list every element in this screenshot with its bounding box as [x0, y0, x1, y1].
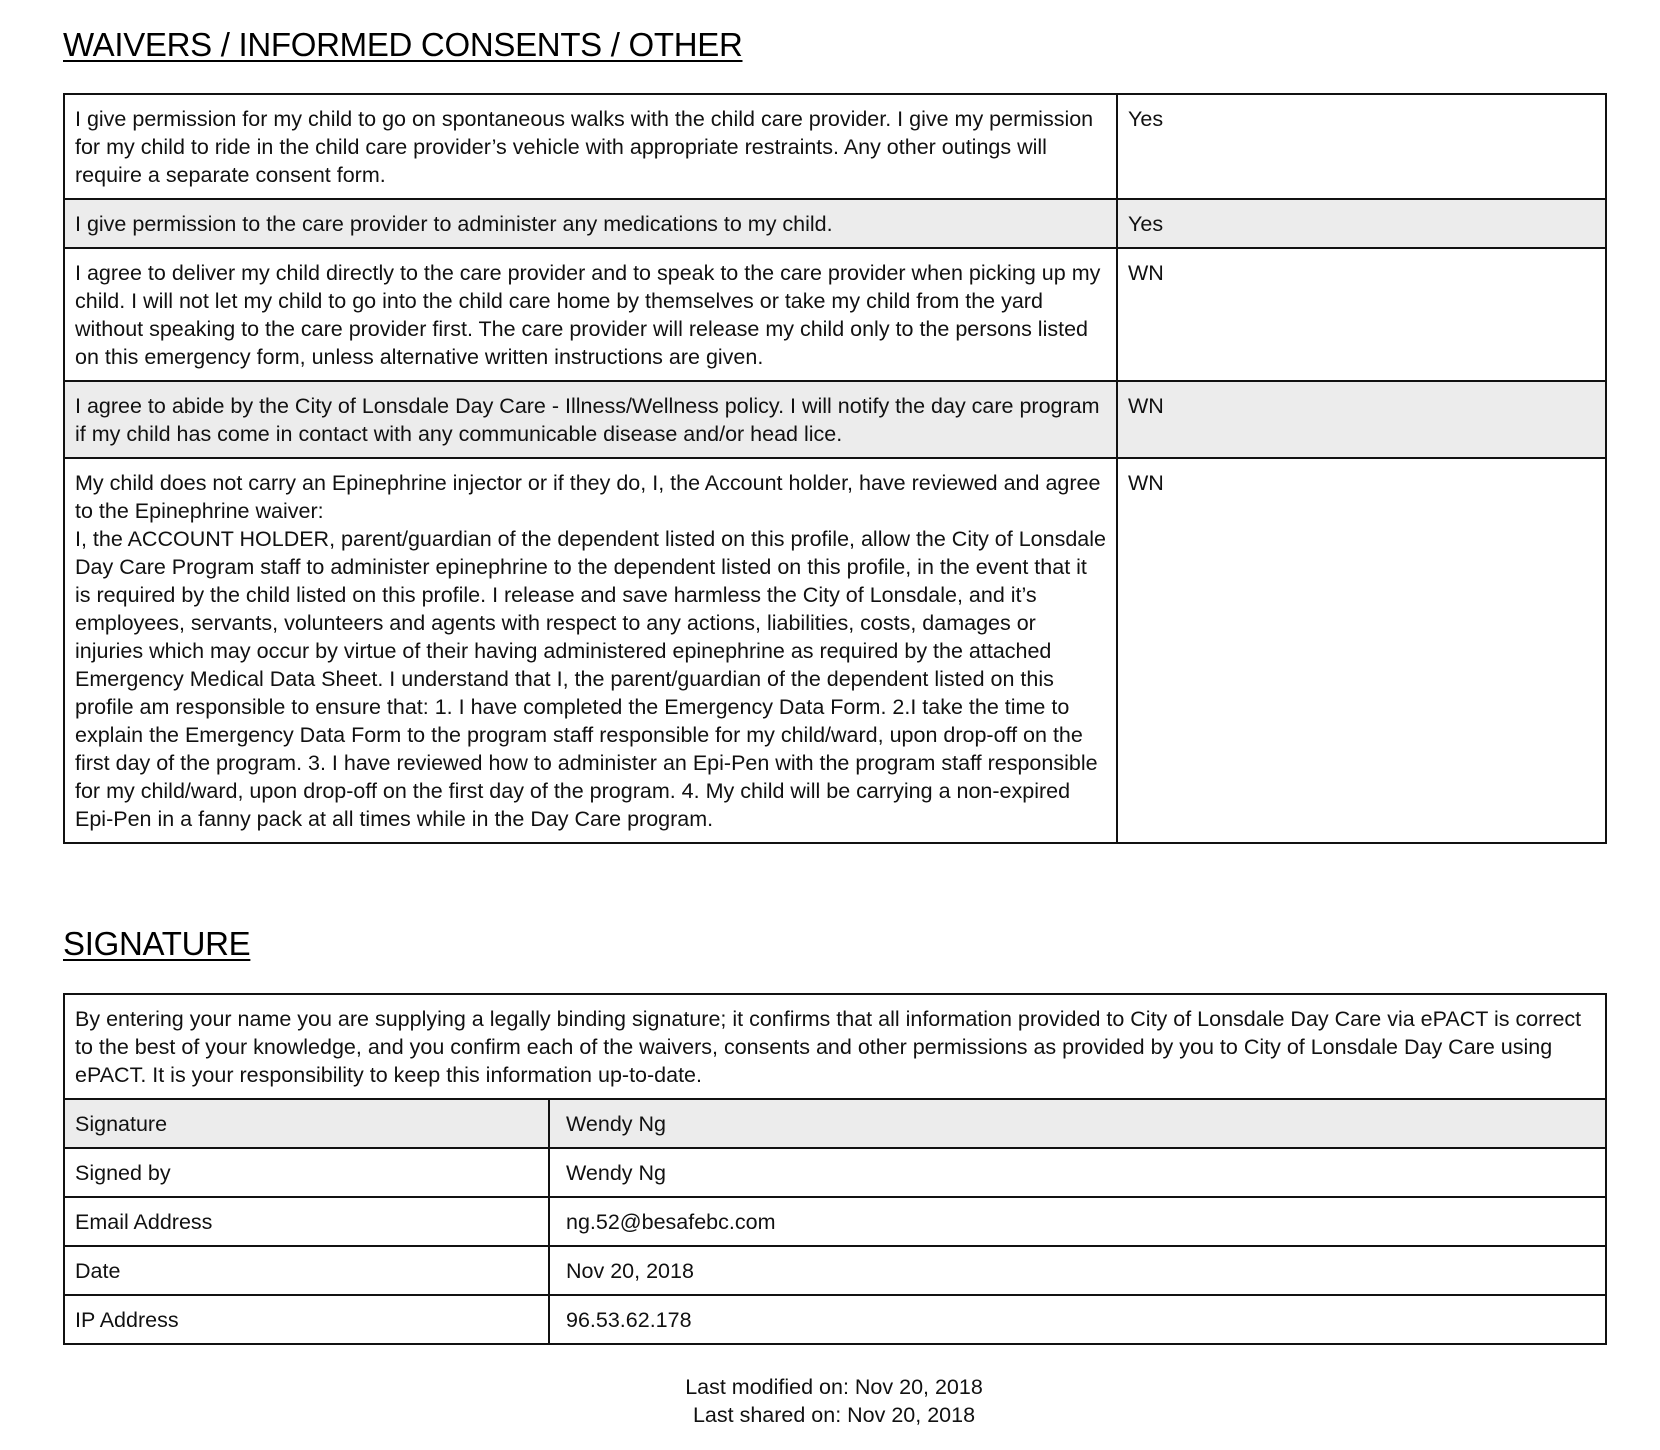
- field-value: ng.52@besafebc.com: [549, 1197, 1606, 1246]
- signature-table: [63, 993, 1607, 1345]
- field-label: Signed by: [64, 1148, 549, 1197]
- waiver-row: [64, 199, 1606, 248]
- waiver-text: I give permission for my child to go on spontaneous walks with the child care provider. I give my permission for my child to ride in the child care provider’s vehicle with appropriate restraints. Any other outings will require a separate consent form.: [64, 94, 1117, 199]
- signature-field-row: [64, 1099, 1606, 1148]
- waiver-row: [64, 94, 1606, 199]
- signature-statement: By entering your name you are supplying a legally binding signature; it confirms that all information provided to City of Lonsdale Day Care via ePACT is correct to the best of your knowledge, and you confirm each of the waivers, consents and other permissions as provided by you to City of Lonsdale Day Care using ePACT. It is your responsibility to keep this information up-to-date.: [64, 994, 1606, 1099]
- last-modified-text: Last modified on: Nov 20, 2018: [685, 1375, 983, 1399]
- signature-field-row: [64, 1246, 1606, 1295]
- waiver-text: I agree to abide by the City of Lonsdale Day Care - Illness/Wellness policy. I will notify the day care program if my child has come in contact with any communicable disease and/or head lice.: [64, 381, 1117, 458]
- document-footer: [63, 1373, 1605, 1429]
- waiver-text: I give permission to the care provider to administer any medications to my child.: [64, 199, 1117, 248]
- waiver-row: [64, 248, 1606, 381]
- field-label: Signature: [64, 1099, 549, 1148]
- waiver-text: My child does not carry an Epinephrine injector or if they do, I, the Account holder, have reviewed and agree to the Epinephrine waiver: I, the ACCOUNT HOLDER, parent/guardian of the dependent listed on this profile, allow the City of Lonsdale Day Care Program staff to administer epinephrine to the dependent listed on this profile, in the event that it is required by the child listed on this profile. I release and save harmless the City of Lonsdale, and it’s employees, servants, volunteers and agents with respect to any actions, liabilities, costs, damages or injuries which may occur by virtue of their having administered epinephrine as required by the attached Emergency Medical Data Sheet. I understand that I, the parent/guardian of the dependent listed on this profile am responsible to ensure that: 1. I have completed the Emergency Data Form. 2.I take the time to explain the Emergency Data Form to the program staff responsible for my child/ward, upon drop-off on the first day of the program. 3. I have reviewed how to administer an Epi-Pen with the program staff responsible for my child/ward, upon drop-off on the first day of the program. 4. My child will be carrying a non-expired Epi-Pen in a fanny pack at all times while in the Day Care program.: [64, 458, 1117, 843]
- field-value: Nov 20, 2018: [549, 1246, 1606, 1295]
- field-label: Date: [64, 1246, 549, 1295]
- signature-statement-row: [64, 994, 1606, 1099]
- waiver-answer: Yes: [1117, 94, 1606, 199]
- last-shared-text: Last shared on: Nov 20, 2018: [692, 1403, 976, 1427]
- signature-field-row: [64, 1197, 1606, 1246]
- field-value: 96.53.62.178: [549, 1295, 1606, 1344]
- signature-section-title: SIGNATURE: [63, 925, 251, 962]
- waivers-section-title: WAIVERS / INFORMED CONSENTS / OTHER: [63, 26, 743, 63]
- field-value: Wendy Ng: [549, 1099, 1606, 1148]
- waiver-answer: WN: [1117, 458, 1606, 843]
- waiver-text: I agree to deliver my child directly to the care provider and to speak to the care provider when picking up my child. I will not let my child to go into the child care home by themselves or take my child from the yard without speaking to the care provider first. The care provider will release my child only to the persons listed on this emergency form, unless alternative written instructions are given.: [64, 248, 1117, 381]
- waiver-answer: WN: [1117, 381, 1606, 458]
- waiver-answer: WN: [1117, 248, 1606, 381]
- waiver-row: [64, 381, 1606, 458]
- waiver-row: [64, 458, 1606, 843]
- field-label: IP Address: [64, 1295, 549, 1344]
- field-value: Wendy Ng: [549, 1148, 1606, 1197]
- field-label: Email Address: [64, 1197, 549, 1246]
- signature-field-row: [64, 1295, 1606, 1344]
- waivers-table: [63, 93, 1607, 844]
- signature-field-row: [64, 1148, 1606, 1197]
- waiver-answer: Yes: [1117, 199, 1606, 248]
